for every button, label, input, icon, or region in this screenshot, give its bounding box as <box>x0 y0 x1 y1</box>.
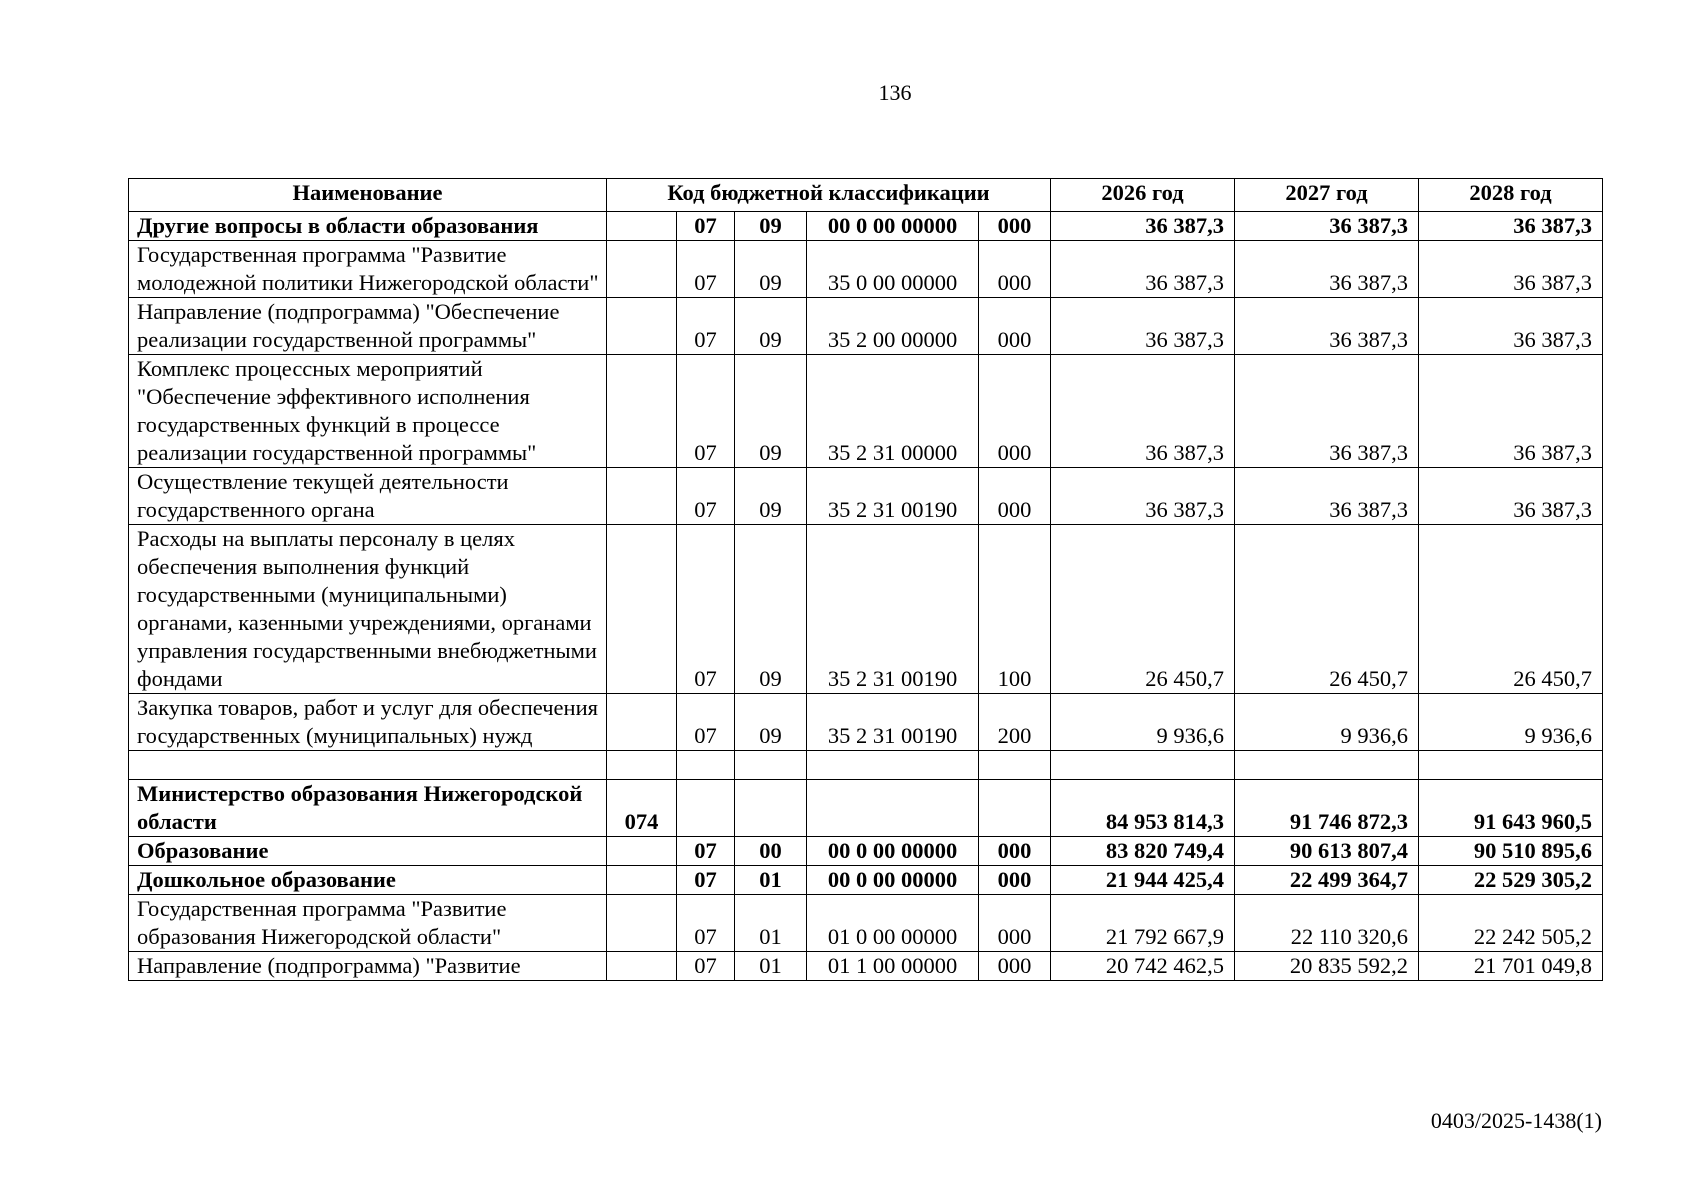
table-row <box>129 837 1603 866</box>
amount-2026: 21 792 667,9 <box>1051 895 1235 952</box>
header-year-2026: 2026 год <box>1051 179 1235 212</box>
amount-2028: 36 387,3 <box>1419 298 1603 355</box>
code-expense-type: 100 <box>979 525 1051 694</box>
amount-2026: 36 387,3 <box>1051 241 1235 298</box>
code-expense-type: 000 <box>979 952 1051 981</box>
code-section: 07 <box>677 694 735 751</box>
amount-2027: 22 499 364,7 <box>1235 866 1419 895</box>
row-name: Направление (подпрограмма) "Обеспечение реализации государственной программы" <box>129 298 607 355</box>
code-expense-type: 200 <box>979 694 1051 751</box>
row-name: Образование <box>129 837 607 866</box>
code-section: 07 <box>677 298 735 355</box>
table-row <box>129 355 1603 468</box>
code-gr <box>607 751 677 780</box>
code-subsection: 01 <box>735 895 807 952</box>
table-row <box>129 212 1603 241</box>
code-section: 07 <box>677 355 735 468</box>
code-subsection: 00 <box>735 837 807 866</box>
code-subsection: 09 <box>735 241 807 298</box>
amount-2028: 22 529 305,2 <box>1419 866 1603 895</box>
header-year-2028: 2028 год <box>1419 179 1603 212</box>
row-name: Дошкольное образование <box>129 866 607 895</box>
code-subsection: 09 <box>735 355 807 468</box>
code-target-article: 35 2 31 00190 <box>807 694 979 751</box>
code-gr <box>607 298 677 355</box>
code-target-article: 01 0 00 00000 <box>807 895 979 952</box>
code-target-article <box>807 780 979 837</box>
code-expense-type: 000 <box>979 355 1051 468</box>
table-row <box>129 895 1603 952</box>
amount-2027: 22 110 320,6 <box>1235 895 1419 952</box>
code-gr <box>607 694 677 751</box>
code-target-article: 00 0 00 00000 <box>807 212 979 241</box>
table-row <box>129 866 1603 895</box>
code-expense-type <box>979 751 1051 780</box>
code-section <box>677 751 735 780</box>
header-budget-code: Код бюджетной классификации <box>607 179 1051 212</box>
amount-2028: 21 701 049,8 <box>1419 952 1603 981</box>
code-gr <box>607 837 677 866</box>
code-section: 07 <box>677 895 735 952</box>
code-section: 07 <box>677 212 735 241</box>
amount-2026: 36 387,3 <box>1051 212 1235 241</box>
row-name: Закупка товаров, работ и услуг для обеспечения государственных (муниципальных) нужд <box>129 694 607 751</box>
code-subsection <box>735 780 807 837</box>
amount-2027: 20 835 592,2 <box>1235 952 1419 981</box>
amount-2026: 20 742 462,5 <box>1051 952 1235 981</box>
row-name: Государственная программа "Развитие образования Нижегородской области" <box>129 895 607 952</box>
code-subsection: 09 <box>735 525 807 694</box>
code-target-article <box>807 751 979 780</box>
amount-2028: 26 450,7 <box>1419 525 1603 694</box>
document-code: 0403/2025-1438(1) <box>1430 1108 1602 1133</box>
code-expense-type <box>979 780 1051 837</box>
amount-2026: 36 387,3 <box>1051 468 1235 525</box>
code-subsection: 09 <box>735 468 807 525</box>
amount-2028: 90 510 895,6 <box>1419 837 1603 866</box>
table-header-row <box>129 179 1603 212</box>
code-gr <box>607 212 677 241</box>
code-section: 07 <box>677 525 735 694</box>
table-row <box>129 468 1603 525</box>
code-expense-type: 000 <box>979 212 1051 241</box>
amount-2028: 9 936,6 <box>1419 694 1603 751</box>
code-subsection: 01 <box>735 952 807 981</box>
code-expense-type: 000 <box>979 895 1051 952</box>
row-name: Расходы на выплаты персоналу в целях обеспечения выполнения функций государственными (муниципальными) органами, казенными учреждениями, органами управления государственными внебюджетными фондами <box>129 525 607 694</box>
code-subsection: 09 <box>735 212 807 241</box>
amount-2028: 91 643 960,5 <box>1419 780 1603 837</box>
amount-2028 <box>1419 751 1603 780</box>
row-name: Направление (подпрограмма) "Развитие <box>129 952 607 981</box>
code-target-article: 01 1 00 00000 <box>807 952 979 981</box>
code-expense-type: 000 <box>979 241 1051 298</box>
code-expense-type: 000 <box>979 298 1051 355</box>
code-gr <box>607 866 677 895</box>
code-target-article: 35 2 00 00000 <box>807 298 979 355</box>
code-target-article: 35 0 00 00000 <box>807 241 979 298</box>
code-target-article: 00 0 00 00000 <box>807 837 979 866</box>
amount-2027: 36 387,3 <box>1235 241 1419 298</box>
amount-2026: 84 953 814,3 <box>1051 780 1235 837</box>
table-row <box>129 525 1603 694</box>
code-target-article: 35 2 31 00190 <box>807 525 979 694</box>
code-expense-type: 000 <box>979 468 1051 525</box>
code-section: 07 <box>677 837 735 866</box>
table-row <box>129 241 1603 298</box>
amount-2028: 36 387,3 <box>1419 468 1603 525</box>
amount-2027: 36 387,3 <box>1235 298 1419 355</box>
page-number: 136 <box>878 80 912 105</box>
code-expense-type: 000 <box>979 866 1051 895</box>
row-name: Государственная программа "Развитие молодежной политики Нижегородской области" <box>129 241 607 298</box>
amount-2027: 36 387,3 <box>1235 355 1419 468</box>
amount-2027: 90 613 807,4 <box>1235 837 1419 866</box>
amount-2026 <box>1051 751 1235 780</box>
budget-table <box>128 178 1603 981</box>
amount-2027 <box>1235 751 1419 780</box>
amount-2027: 36 387,3 <box>1235 212 1419 241</box>
code-target-article: 35 2 31 00000 <box>807 355 979 468</box>
amount-2026: 83 820 749,4 <box>1051 837 1235 866</box>
row-name: Осуществление текущей деятельности государственного органа <box>129 468 607 525</box>
code-target-article: 00 0 00 00000 <box>807 866 979 895</box>
code-section: 07 <box>677 952 735 981</box>
code-expense-type: 000 <box>979 837 1051 866</box>
amount-2026: 36 387,3 <box>1051 298 1235 355</box>
amount-2026: 36 387,3 <box>1051 355 1235 468</box>
amount-2026: 9 936,6 <box>1051 694 1235 751</box>
code-subsection: 01 <box>735 866 807 895</box>
code-section: 07 <box>677 866 735 895</box>
amount-2028: 22 242 505,2 <box>1419 895 1603 952</box>
table-row <box>129 952 1603 981</box>
code-gr <box>607 895 677 952</box>
table-row <box>129 751 1603 780</box>
amount-2027: 91 746 872,3 <box>1235 780 1419 837</box>
amount-2027: 36 387,3 <box>1235 468 1419 525</box>
amount-2028: 36 387,3 <box>1419 355 1603 468</box>
code-subsection <box>735 751 807 780</box>
row-name: Комплекс процессных мероприятий "Обеспечение эффективного исполнения государственных функций в процессе реализации государственной программы" <box>129 355 607 468</box>
table-row <box>129 694 1603 751</box>
header-name: Наименование <box>129 179 607 212</box>
code-target-article: 35 2 31 00190 <box>807 468 979 525</box>
header-year-2027: 2027 год <box>1235 179 1419 212</box>
code-subsection: 09 <box>735 298 807 355</box>
code-subsection: 09 <box>735 694 807 751</box>
amount-2027: 26 450,7 <box>1235 525 1419 694</box>
code-gr <box>607 355 677 468</box>
code-section <box>677 780 735 837</box>
code-section: 07 <box>677 241 735 298</box>
table-row <box>129 780 1603 837</box>
amount-2026: 21 944 425,4 <box>1051 866 1235 895</box>
amount-2027: 9 936,6 <box>1235 694 1419 751</box>
amount-2026: 26 450,7 <box>1051 525 1235 694</box>
code-gr <box>607 525 677 694</box>
code-gr <box>607 952 677 981</box>
amount-2028: 36 387,3 <box>1419 212 1603 241</box>
code-gr: 074 <box>607 780 677 837</box>
amount-2028: 36 387,3 <box>1419 241 1603 298</box>
code-gr <box>607 468 677 525</box>
row-name: Другие вопросы в области образования <box>129 212 607 241</box>
code-section: 07 <box>677 468 735 525</box>
row-name: Министерство образования Нижегородской области <box>129 780 607 837</box>
table-row <box>129 298 1603 355</box>
row-name <box>129 751 607 780</box>
code-gr <box>607 241 677 298</box>
